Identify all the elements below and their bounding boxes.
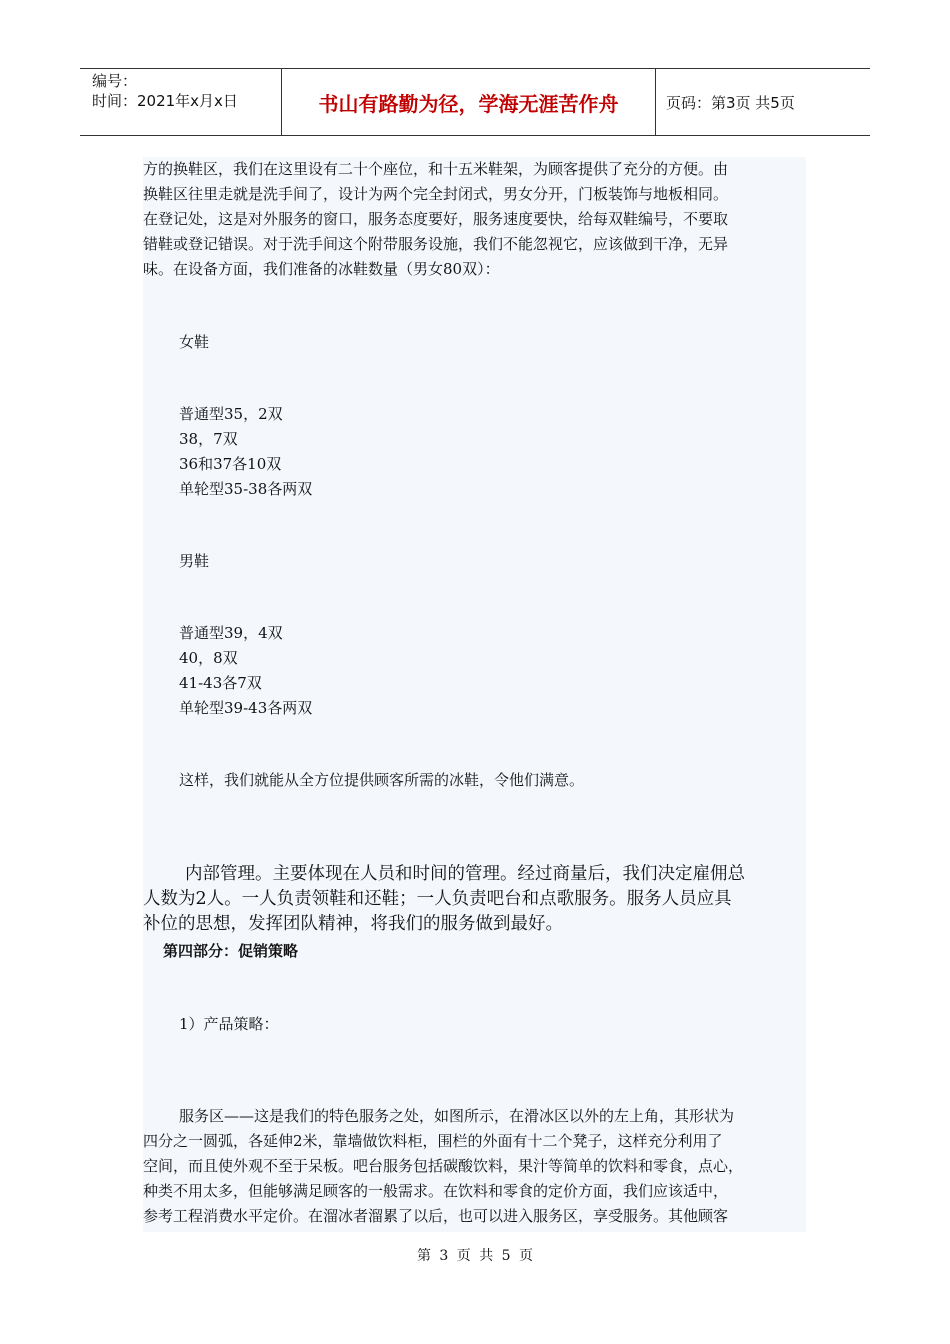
men-shoes-item: 单轮型39-43各两双 (179, 699, 313, 717)
time-label: 时间：2021年x月x日 (92, 92, 238, 110)
product-strategy-heading: 1）产品策略： (179, 1015, 279, 1033)
service-area-line: 空间，而且使外观不至于呆板。吧台服务包括碳酸饮料，果汁等简单的饮料和零食，点心， (143, 1157, 744, 1175)
women-shoes-title: 女鞋 (179, 333, 210, 351)
header-motto: 书山有路勤为径，学海无涯苦作舟 (282, 69, 656, 135)
management-line: 内部管理。主要体现在人员和时间的管理。经过商量后，我们决定雇佣总 (185, 864, 745, 884)
service-area-line: 参考工程消费水平定价。在溜冰者溜累了以后，也可以进入服务区，享受服务。其他顾客 (143, 1207, 729, 1225)
intro-line: 在登记处，这是对外服务的窗口，服务态度要好，服务速度要快，给每双鞋编号，不要取 (143, 210, 729, 228)
women-shoes-item: 36和37各10双 (179, 455, 282, 473)
number-label: 编号： (92, 72, 138, 90)
header-meta (80, 69, 282, 135)
document-body (143, 157, 806, 1232)
intro-line: 换鞋区往里走就是洗手间了，设计为两个完全封闭式，男女分开，门板装饰与地板相同。 (143, 185, 729, 203)
service-area-line: 种类不用太多，但能够满足顾客的一般需求。在饮料和零食的定价方面，我们应该适中， (143, 1182, 729, 1200)
women-shoes-item: 单轮型35-38各两双 (179, 480, 313, 498)
management-line: 补位的思想，发挥团队精神，将我们的服务做到最好。 (143, 914, 563, 934)
section-title: 第四部分：促销策略 (163, 942, 299, 960)
men-shoes-item: 41-43各7双 (179, 674, 262, 692)
men-shoes-title: 男鞋 (179, 552, 210, 570)
page-header (80, 68, 870, 136)
intro-line: 错鞋或登记错误。对于洗手间这个附带服务设施，我们不能忽视它，应该做到干净，无异 (143, 235, 729, 253)
women-shoes-item: 38，7双 (179, 430, 238, 448)
men-shoes-item: 普通型39，4双 (179, 624, 283, 642)
intro-line: 味。在设备方面，我们准备的冰鞋数量（男女80双）： (143, 260, 500, 278)
women-shoes-item: 普通型35，2双 (179, 405, 283, 423)
conclusion-text: 这样，我们就能从全方位提供顾客所需的冰鞋，令他们满意。 (179, 771, 585, 789)
intro-line: 方的换鞋区，我们在这里设有二十个座位，和十五米鞋架，为顾客提供了充分的方便。由 (143, 160, 729, 178)
page-footer: 第 3 页 共 5 页 (416, 1248, 534, 1264)
service-area-line: 服务区——这是我们的特色服务之处，如图所示，在滑冰区以外的左上角，其形状为 (179, 1107, 735, 1125)
management-line: 人数为2人。一人负责领鞋和还鞋；一人负责吧台和点歌服务。服务人员应具 (143, 889, 732, 909)
service-area-line: 四分之一圆弧，各延伸2米，靠墙做饮料柜，围栏的外面有十二个凳子，这样充分利用了 (143, 1132, 723, 1150)
header-page-code: 页码：第3页 共5页 (666, 93, 795, 112)
men-shoes-item: 40，8双 (179, 649, 238, 667)
